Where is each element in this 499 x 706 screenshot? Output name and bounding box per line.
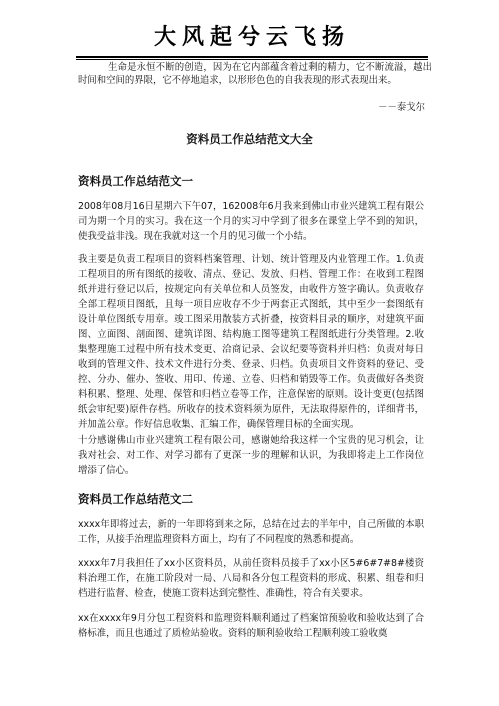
motto-text: 生命是永恒不断的创造，因为在它内部蕴含着过剩的精力，它不断流溢，越出时间和空间的界限，它不停地追求，以形形色色的自我表现的形式表现出来。 xyxy=(78,62,432,86)
section-2-paragraph-1: xxxx年即将过去，新的一年即将到来之际，总结在过去的半年中，自己所做的本职工作，从接手治理监理资料方面上，均有了不同程度的熟悉和提高。 xyxy=(78,519,424,545)
section-heading-1: 资料员工作总结范文一 xyxy=(78,174,193,188)
header-banner xyxy=(76,26,428,54)
header-rule-thick xyxy=(76,56,428,58)
section-2-paragraph-2: xxxx年7月我担任了xx小区资料员，从前任资料员接手了xx小区5#6#7#8#楼资料治理工作，在施工阶段对一局、八局和各分包工程资料的形成、积累、组卷和归档进行监督、检查，使施工资料达到完整性、准确性，符合有关要求。 xyxy=(78,558,424,599)
section-1-paragraph-3: 十分感谢佛山市业兴建筑工程有限公司，感谢她给我这样一个宝贵的见习机会，让我对社会、对工作、对学习都有了更深一步的理解和认识，为我即将走上工作岗位增添了信心。 xyxy=(78,435,424,476)
document-title: 资料员工作总结范文大全 xyxy=(186,132,313,146)
header-title: 大风起兮云飞扬 xyxy=(153,24,350,50)
header-rule-thin xyxy=(76,59,428,60)
section-2-paragraph-3: xx在xxxx年9月分包工程资料和监理资料顺利通过了档案馆预验收和验收达到了合格标准，而且也通过了质检站验收。资料的顺利验收给工程顺利竣工验收奠 xyxy=(78,613,424,639)
section-heading-2: 资料员工作总结范文二 xyxy=(78,492,193,506)
section-1-paragraph-1: 2008年08月16日星期六下午07，162008年6月我来到佛山市业兴建筑工程有限公司为期一个月的实习。我在这一个月的实习中学到了很多在课堂上学不到的知识，使我受益非浅。现在我就对这一个月的见习做一个小结。 xyxy=(78,201,424,242)
motto-signature: －－泰戈尔 xyxy=(378,102,425,113)
section-1-paragraph-2: 我主要是负责工程项目的资料档案管理、计划、统计管理及内业管理工作。1.负责工程项目的所有图纸的接收、清点、登记、发放、归档、管理工作：在收到工程图纸并进行登记以后，按规定向有关单位和人员签发，由收件方签字确认。负责收存全部工程项目图纸，且每一项目应收存不少于两套正式图纸，其中至少一套图纸有设计单位图纸专用章。竣工图采用散装方式折叠，按资料目录的顺序，对建筑平面图、立面图、剖面图、建筑详图、结构施工图等建筑工程图纸进行分类管理。2.收集整理施工过程中所有技术变更、洽商记录、会议纪要等资料并归档：负责对每日收到的管理文件、技术文件进行分类、登录、归档。负责项目文件资料的登记、受控、分办、催办、签收、用印、传递、立卷、归档和销毁等工作。负责做好各类资料积累、整理、处理、保管和归档立卷等工作，注意保密的原则。设计变更(包括图纸会审纪要)原件存档。所收存的技术资料须为原件，无法取得原件的，详细背书，并加盖公章。作好信息收集、汇编工作，确保管理目标的全面实现。 xyxy=(78,254,424,430)
